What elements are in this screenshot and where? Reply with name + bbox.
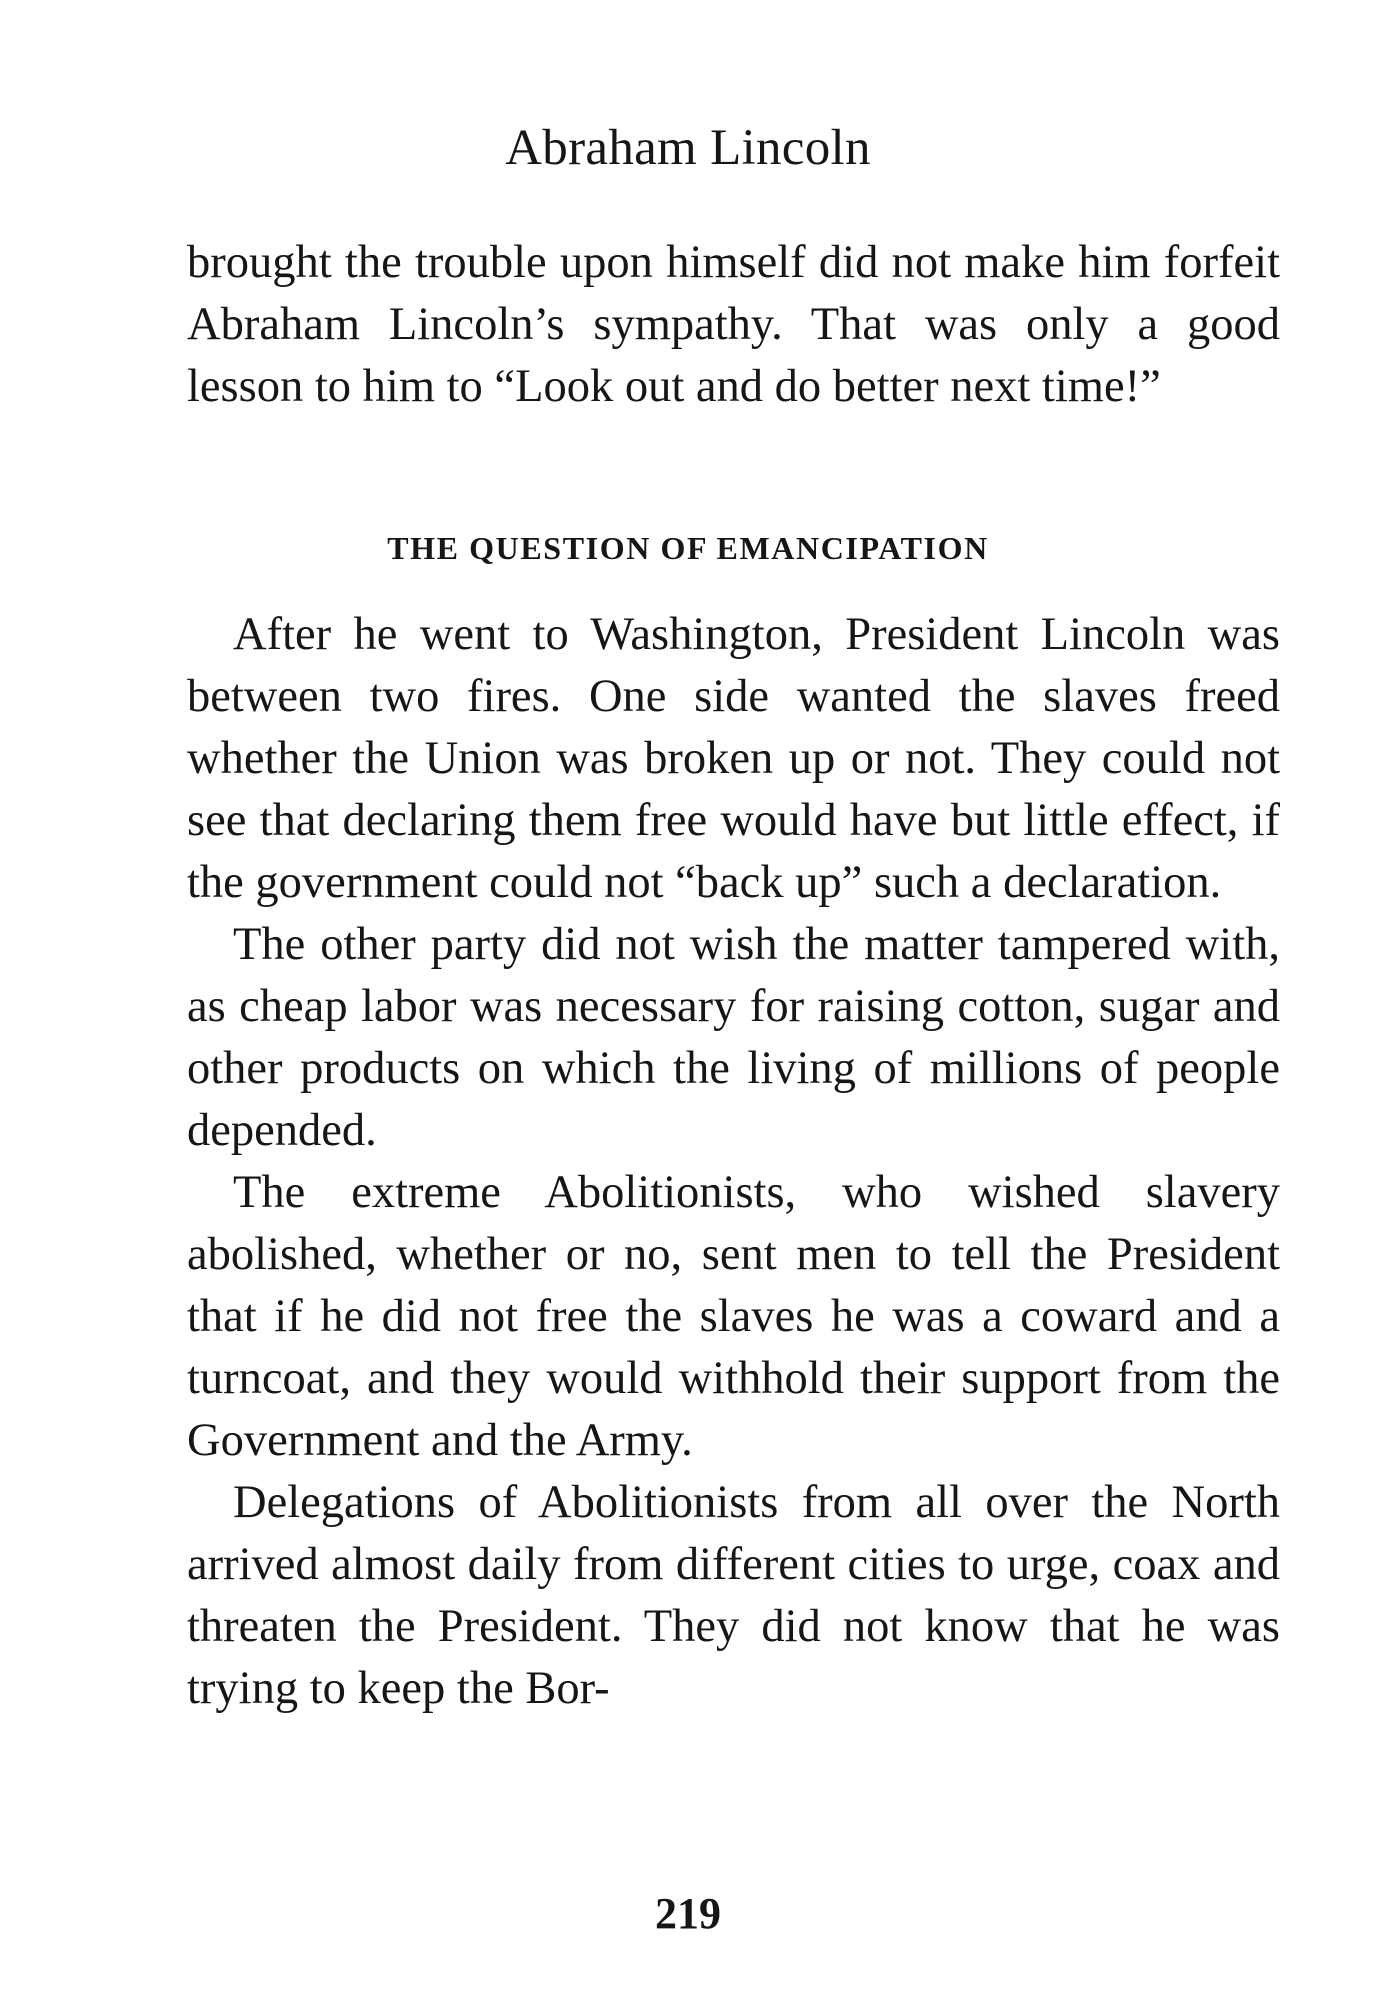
paragraph-abolitionists: The extreme Abolitionists, who wished slavery abolished, whether or no, sent men to tell the President that if he did not free the slaves he was a coward and a turncoat, and they would withhold their support from the Government and the Army. [187,1167,1280,1466]
section-heading: THE QUESTION OF EMANCIPATION [387,530,989,566]
page-number: 219 [655,1889,721,1938]
opening-paragraph: brought the trouble upon himself did not make him forfeit Abraham Lincoln’s sympathy. That was only a good lesson to him to “Look out and do better next time!” [187,237,1280,412]
paragraph-washington: After he went to Washington, President Lincoln was between two fires. One side wanted the slaves freed whether the Union was broken up or not. They could not see that declaring them free would have but little effect, if the government could not “back up” such a declaration. [187,609,1280,908]
body-text [187,604,1280,1720]
paragraph-delegations: Delegations of Abolitionists from all over the North arrived almost daily from different cities to urge, coax and threaten the President. They did not know that he was trying to keep the Bor- [187,1477,1280,1714]
paragraph-other-party: The other party did not wish the matter tampered with, as cheap labor was necessary for raising cotton, sugar and other products on which the living of millions of people depended. [187,919,1280,1156]
running-head: Abraham Lincoln [505,120,871,176]
